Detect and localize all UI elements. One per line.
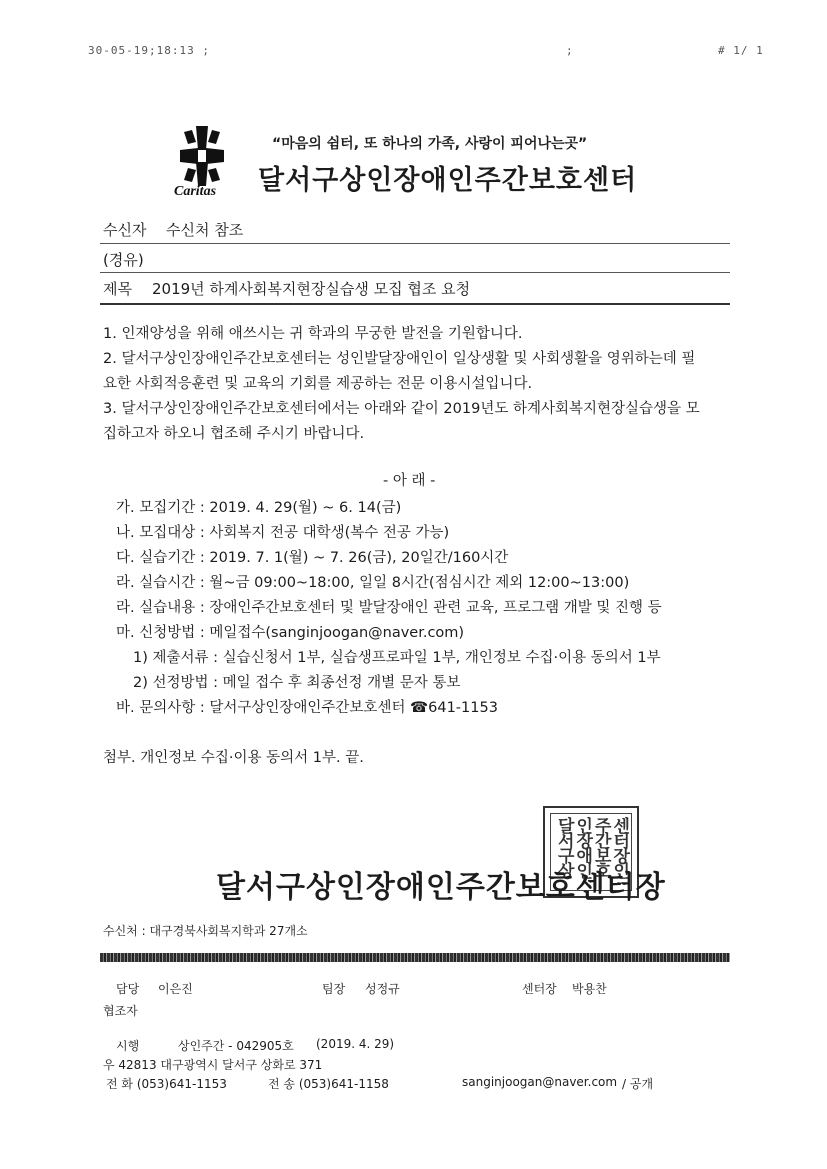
- paragraph-3: 3. 달서구상인장애인주간보호센터에서는 아래와 같이 2019년도 하계사회복지현장실습생을 모: [103, 401, 700, 417]
- phone: 전 화 (053)641-1153: [106, 1077, 227, 1091]
- team-label: 팀장: [322, 982, 346, 996]
- enforce-date: (2019. 4. 29): [316, 1037, 395, 1051]
- divider: [100, 243, 730, 244]
- caritas-logo-icon: [178, 124, 226, 188]
- list-item: 나. 모집대상 : 사회복지 전공 대학생(복수 전공 가능): [116, 525, 450, 541]
- seal-text: 주간보호: [590, 817, 611, 877]
- paragraph-3-cont: 집하고자 하오니 협조해 주시기 바랍니다.: [103, 426, 365, 442]
- staff-name: 이은진: [158, 982, 193, 996]
- signature-title: 달서구상인장애인주간보호센터장: [216, 870, 666, 905]
- enforce-label: 시행: [116, 1039, 140, 1053]
- fax-header-left: 30-05-19;18:13 ;: [88, 44, 210, 57]
- disclosure-status: / 공개: [622, 1077, 654, 1091]
- list-item: 가. 모집기간 : 2019. 4. 29(월) ~ 6. 14(금): [116, 500, 402, 516]
- subject-value: 2019년 하계사회복지현장실습생 모집 협조 요청: [152, 280, 471, 298]
- list-item: 1) 제출서류 : 실습신청서 1부, 실습생프로파일 1부, 개인정보 수집·이용 동의서 1부: [133, 650, 661, 666]
- via-label: (경유): [103, 251, 144, 269]
- divider: [100, 272, 730, 273]
- paragraph-2: 2. 달서구상인장애인주간보호센터는 성인발달장애인이 일상생활 및 사회생활을 영위하는데 필: [103, 351, 696, 367]
- director-label: 센터장: [522, 982, 557, 996]
- fax-number: 전 송 (053)641-1158: [268, 1077, 389, 1091]
- list-item: 다. 실습기간 : 2019. 7. 1(월) ~ 7. 26(금), 20일간/160시간: [116, 550, 509, 566]
- email: sanginjoogan@naver.com: [462, 1075, 618, 1089]
- recipient-value: 수신처 참조: [166, 221, 244, 239]
- list-item: 2) 선정방법 : 메일 접수 후 최종선정 개별 문자 통보: [133, 675, 461, 691]
- recipients-list: 수신처 : 대구경북사회복지학과 27개소: [103, 924, 308, 938]
- list-item: 라. 실습시간 : 월~금 09:00~18:00, 일일 8시간(점심시간 제외 12:00~13:00): [116, 575, 630, 591]
- list-item: 마. 신청방법 : 메일접수(sanginjoogan@naver.com): [116, 625, 465, 641]
- fax-header-middle: ;: [566, 44, 574, 57]
- address: 우 42813 대구광역시 달서구 상화로 371: [103, 1058, 323, 1072]
- attachment-note: 첨부. 개인정보 수집·이용 동의서 1부. 끝.: [103, 750, 364, 766]
- cooperator-label: 협조자: [103, 1004, 138, 1018]
- slogan: “마음의 쉼터, 또 하나의 가족, 사랑이 피어나는곳”: [272, 136, 588, 152]
- decorative-bar: [100, 953, 730, 962]
- list-item: 라. 실습내용 : 장애인주간보호센터 및 발달장애인 관련 교육, 프로그램 개발 및 진행 등: [116, 600, 662, 616]
- seal-text: 달서구상: [553, 817, 574, 877]
- fax-header-right: # 1/ 1: [718, 44, 764, 57]
- list-item: 바. 문의사항 : 달서구상인장애인주간보호센터 ☎641-1153: [116, 700, 498, 716]
- subject-label: 제목: [103, 280, 132, 298]
- org-title: 달서구상인장애인주간보호센터: [258, 165, 638, 196]
- staff-label: 담당: [116, 982, 140, 996]
- seal-text: 인장애인: [572, 817, 593, 877]
- team-name: 성정규: [365, 982, 400, 996]
- logo-text: Caritas: [174, 184, 217, 199]
- director-name: 박용찬: [572, 982, 607, 996]
- recipient-label: 수신자: [103, 221, 147, 239]
- seal-text: 센터장인: [609, 817, 630, 877]
- paragraph-1: 1. 인재양성을 위해 애쓰시는 귀 학과의 무궁한 발전을 기원합니다.: [103, 326, 523, 342]
- below-heading: - 아 래 -: [383, 473, 436, 489]
- divider: [100, 303, 730, 305]
- paragraph-2-cont: 요한 사회적응훈련 및 교육의 기회를 제공하는 전문 이용시설입니다.: [103, 376, 533, 392]
- enforce-number: 상인주간 - 042905호: [178, 1039, 294, 1053]
